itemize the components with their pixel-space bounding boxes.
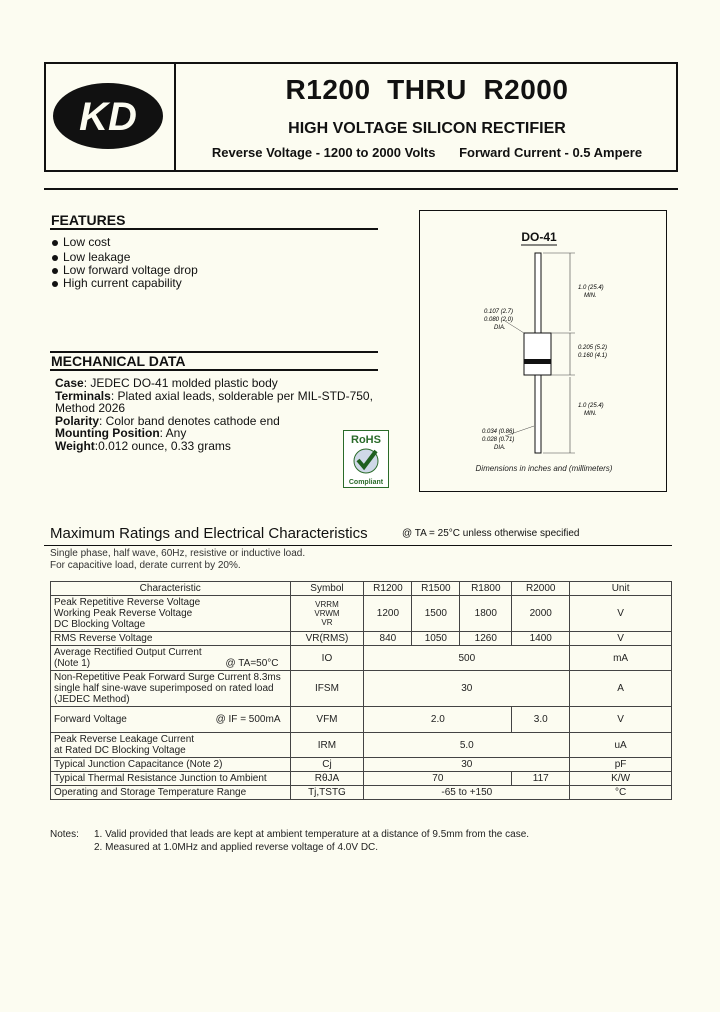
ratings-table: [50, 581, 672, 800]
table-row: Average Rectified Output Current (Note 1) @ TA=50°C IO 500 mA: [51, 646, 672, 671]
terminals-line: Terminals: Plated axial leads, solderable per MIL-STD-750,: [55, 388, 373, 403]
svg-text:0.034 (0.86): 0.034 (0.86): [482, 429, 515, 435]
rohs-badge: [343, 430, 389, 488]
mechanical-rule: [50, 369, 378, 371]
bullet-icon: [52, 281, 58, 287]
ratings-title: Maximum Ratings and Electrical Characteristics: [50, 525, 368, 542]
table-row: Non-Repetitive Peak Forward Surge Current 8.3ms single half sine-wave superimposed on rated load (JEDEC Method) IFSM 30 A: [51, 671, 672, 707]
table-header-row: Characteristic Symbol R1200 R1500 R1800 R2000 Unit: [51, 582, 672, 596]
note-1: 1. Valid provided that leads are kept at ambient temperature at a distance of 9.5mm from the case.: [94, 829, 530, 840]
table-row: RMS Reverse Voltage VR(RMS) 840 1050 1260 1400 V: [51, 632, 672, 646]
page-subtitle: HIGH VOLTAGE SILICON RECTIFIER: [288, 120, 566, 137]
svg-text:MIN.: MIN.: [584, 293, 597, 299]
note-2: 2. Measured at 1.0MHz and applied reverse voltage of 4.0V DC.: [94, 842, 379, 853]
table-row: Peak Repetitive Reverse Voltage Working Peak Reverse Voltage DC Blocking Voltage VRRM VRWM VR 1200 1500 1800 2000 V: [51, 596, 672, 632]
ratings-note-2: For capacitive load, derate current by 20%.: [50, 560, 241, 571]
mechanical-heading: MECHANICAL DATA: [51, 353, 186, 369]
terminals-line-2: Method 2026: [55, 401, 126, 415]
svg-text:Compliant: Compliant: [348, 479, 384, 486]
feature-item: Low forward voltage drop: [52, 263, 198, 277]
bullet-icon: [52, 240, 58, 246]
case-line: Case: JEDEC DO-41 molded plastic body: [55, 376, 278, 390]
svg-text:0.080 (2.0): 0.080 (2.0): [484, 317, 514, 323]
kd-logo: [44, 62, 174, 168]
svg-text:0.107 (2.7): 0.107 (2.7): [484, 309, 514, 315]
features-heading: FEATURES: [51, 212, 126, 228]
table-row: Forward Voltage @ IF = 500mA VFM 2.0 3.0 V: [51, 707, 672, 733]
table-row: Typical Junction Capacitance (Note 2) Cj 30 pF: [51, 758, 672, 772]
table-row: Operating and Storage Temperature Range Tj,TSTG -65 to +150 °C: [51, 786, 672, 800]
svg-text:0.028 (0.71): 0.028 (0.71): [482, 437, 515, 443]
mounting-line: Mounting Position: Any: [55, 426, 187, 440]
ratings-note-1: Single phase, half wave, 60Hz, resistive or inductive load.: [50, 548, 306, 559]
package-caption: Dimensions in inches and (millimeters): [475, 464, 613, 473]
features-rule: [50, 228, 378, 230]
weight-line: Weight:0.012 ounce, 0.33 grams: [55, 438, 231, 453]
table-row: Peak Reverse Leakage Current at Rated DC Blocking Voltage IRM 5.0 uA: [51, 733, 672, 758]
notes-label: Notes:: [50, 829, 79, 840]
svg-text:0.205 (5.2): 0.205 (5.2): [578, 345, 608, 351]
polarity-line: Polarity: Color band denotes cathode end: [55, 413, 280, 428]
svg-text:1.0 (25.4): 1.0 (25.4): [578, 403, 604, 409]
notes: [50, 828, 529, 854]
do41-diagram: [420, 211, 666, 491]
logo-cell: [44, 62, 176, 172]
svg-text:RoHS: RoHS: [351, 434, 381, 446]
svg-text:1.0 (25.4): 1.0 (25.4): [578, 285, 604, 291]
forward-current-spec: Forward Current - 0.5 Ampere: [459, 145, 643, 160]
package-name: DO-41: [521, 230, 557, 244]
feature-item: Low cost: [52, 235, 110, 249]
header-rule: [44, 188, 678, 190]
bullet-icon: [52, 255, 58, 261]
feature-item: High current capability: [52, 276, 182, 290]
ratings-condition: @ TA = 25°C unless otherwise specified: [402, 528, 580, 539]
logo-text: KD: [79, 95, 137, 139]
reverse-voltage-spec: Reverse Voltage - 1200 to 2000 Volts: [211, 145, 436, 160]
bullet-icon: [52, 268, 58, 274]
svg-text:MIN.: MIN.: [584, 411, 597, 417]
ratings-rule: [44, 545, 672, 546]
svg-text:0.160 (4.1): 0.160 (4.1): [578, 353, 608, 359]
table-row: Typical Thermal Resistance Junction to Ambient RθJA 70 117 K/W: [51, 772, 672, 786]
package-drawing: [419, 210, 667, 492]
page-title: R1200 THRU R2000: [285, 74, 569, 105]
spec-line: [176, 145, 678, 160]
mechanical-data: [55, 377, 385, 452]
feature-item: Low leakage: [52, 250, 130, 264]
svg-text:DIA.: DIA.: [494, 445, 506, 451]
svg-text:DIA.: DIA.: [494, 325, 506, 331]
